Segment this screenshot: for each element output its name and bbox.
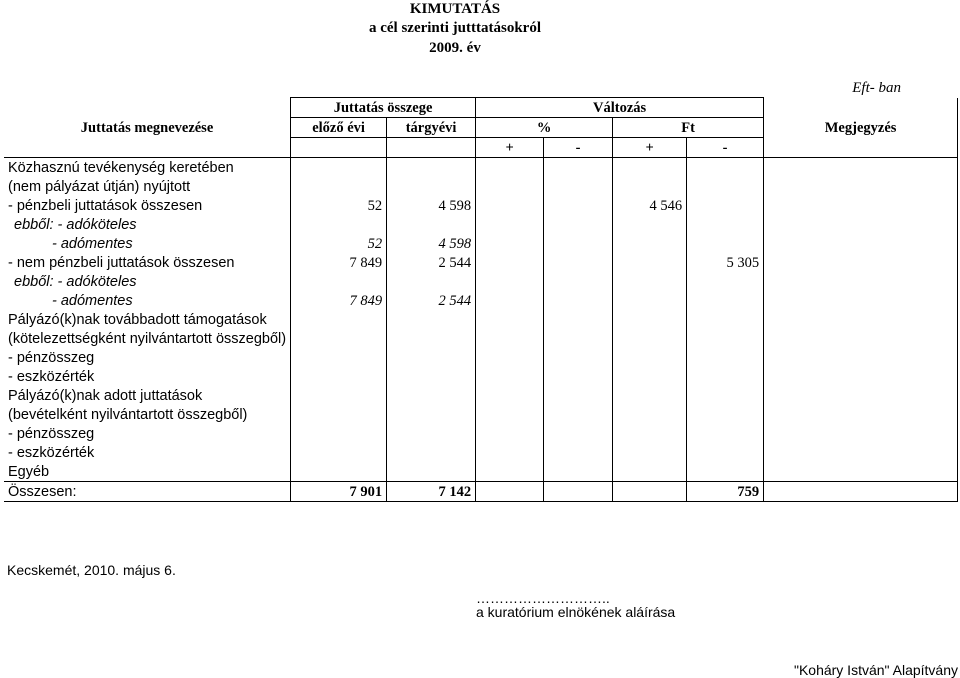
table-row (4, 462, 958, 482)
table-row (4, 367, 958, 386)
row-note (764, 272, 958, 291)
row-ft-plus (613, 234, 687, 253)
table-row (4, 443, 958, 462)
row-pct-plus (476, 462, 544, 482)
row-prev-year (291, 177, 387, 196)
row-pct-plus (476, 443, 544, 462)
row-label: - adómentes (4, 234, 291, 253)
header-benefit-name: Juttatás megnevezése (4, 118, 291, 138)
row-pct-minus (544, 253, 613, 272)
row-note (764, 367, 958, 386)
header-ft-minus: - (687, 138, 764, 158)
row-prev-year (291, 329, 387, 348)
row-label: - pénzösszeg (4, 348, 291, 367)
row-pct-minus (544, 234, 613, 253)
header-ft-plus: + (613, 138, 687, 158)
row-label: - adómentes (4, 291, 291, 310)
table-row (4, 405, 958, 424)
row-ft-plus (613, 310, 687, 329)
header-prev-bottom (291, 138, 387, 158)
row-current-year: 7 142 (387, 482, 476, 502)
row-ft-plus: 4 546 (613, 196, 687, 215)
row-prev-year (291, 272, 387, 291)
row-current-year (387, 158, 476, 178)
row-note (764, 443, 958, 462)
row-ft-minus (687, 424, 764, 443)
row-pct-minus (544, 482, 613, 502)
row-current-year (387, 386, 476, 405)
table-header (4, 98, 958, 158)
row-prev-year (291, 215, 387, 234)
row-ft-minus (687, 405, 764, 424)
row-pct-plus (476, 482, 544, 502)
table-row (4, 253, 958, 272)
row-ft-minus (687, 329, 764, 348)
row-ft-plus (613, 215, 687, 234)
row-prev-year (291, 462, 387, 482)
row-ft-plus (613, 443, 687, 462)
row-note (764, 291, 958, 310)
row-note (764, 348, 958, 367)
row-pct-minus (544, 272, 613, 291)
row-pct-minus (544, 329, 613, 348)
header-prev-year: előző évi (291, 118, 387, 138)
place-date: Kecskemét, 2010. május 6. (7, 562, 176, 578)
row-pct-minus (544, 386, 613, 405)
header-curr-bottom (387, 138, 476, 158)
row-note (764, 158, 958, 178)
row-ft-plus (613, 348, 687, 367)
row-note (764, 234, 958, 253)
table-row (4, 196, 958, 215)
row-pct-minus (544, 348, 613, 367)
row-pct-plus (476, 291, 544, 310)
row-current-year: 4 598 (387, 196, 476, 215)
row-label: (bevételként nyilvántartott összegből) (4, 405, 291, 424)
signature-line: ……………………….. (476, 590, 610, 606)
row-prev-year (291, 424, 387, 443)
row-label: ebből: - adóköteles (4, 272, 291, 291)
table-row (4, 272, 958, 291)
row-prev-year (291, 310, 387, 329)
row-ft-minus: 5 305 (687, 253, 764, 272)
row-ft-minus (687, 272, 764, 291)
signature-label: a kuratórium elnökének aláírása (476, 604, 676, 620)
row-ft-minus (687, 158, 764, 178)
row-ft-minus (687, 196, 764, 215)
row-prev-year (291, 443, 387, 462)
row-note (764, 177, 958, 196)
row-prev-year: 52 (291, 234, 387, 253)
row-ft-plus (613, 158, 687, 178)
row-note (764, 482, 958, 502)
row-ft-minus (687, 177, 764, 196)
row-note (764, 405, 958, 424)
row-prev-year: 7 849 (291, 291, 387, 310)
row-current-year: 2 544 (387, 291, 476, 310)
row-ft-minus (687, 291, 764, 310)
row-note (764, 329, 958, 348)
row-ft-minus (687, 310, 764, 329)
row-pct-plus (476, 386, 544, 405)
row-pct-plus (476, 215, 544, 234)
row-current-year (387, 177, 476, 196)
row-prev-year (291, 405, 387, 424)
row-current-year: 4 598 (387, 234, 476, 253)
row-note (764, 424, 958, 443)
row-pct-minus (544, 310, 613, 329)
row-current-year (387, 405, 476, 424)
row-pct-plus (476, 348, 544, 367)
row-ft-plus (613, 367, 687, 386)
table-row (4, 291, 958, 310)
table-row (4, 424, 958, 443)
row-current-year (387, 348, 476, 367)
row-pct-minus (544, 405, 613, 424)
row-ft-minus: 759 (687, 482, 764, 502)
organization-name: "Koháry István" Alapítvány (793, 662, 958, 678)
row-label: ebből: - adóköteles (4, 215, 291, 234)
row-ft-plus (613, 386, 687, 405)
row-current-year (387, 443, 476, 462)
row-pct-minus (544, 424, 613, 443)
header-name-bottom (4, 138, 291, 158)
row-ft-minus (687, 215, 764, 234)
row-current-year (387, 310, 476, 329)
table-row (4, 348, 958, 367)
header-note-bottom (764, 138, 958, 158)
row-pct-plus (476, 367, 544, 386)
row-ft-plus (613, 177, 687, 196)
row-ft-plus (613, 329, 687, 348)
row-current-year (387, 272, 476, 291)
table-body (4, 158, 958, 502)
header-percent: % (476, 118, 613, 138)
row-prev-year (291, 158, 387, 178)
row-label: (kötelezettségként nyilvántartott összegből) (4, 329, 291, 348)
row-prev-year: 52 (291, 196, 387, 215)
row-note (764, 253, 958, 272)
row-label: Pályázó(k)nak adott juttatások (4, 386, 291, 405)
row-pct-minus (544, 177, 613, 196)
row-pct-minus (544, 158, 613, 178)
row-pct-plus (476, 329, 544, 348)
row-ft-minus (687, 367, 764, 386)
table-row (4, 386, 958, 405)
row-pct-minus (544, 462, 613, 482)
document-year: 2009. év (429, 40, 481, 56)
row-ft-plus (613, 462, 687, 482)
row-pct-plus (476, 234, 544, 253)
table-row (4, 177, 958, 196)
row-label: - eszközérték (4, 367, 291, 386)
header-ft: Ft (613, 118, 764, 138)
row-current-year (387, 215, 476, 234)
row-ft-minus (687, 348, 764, 367)
row-prev-year (291, 348, 387, 367)
row-label: Összesen: (4, 482, 291, 502)
row-label: - pénzbeli juttatások összesen (4, 196, 291, 215)
row-ft-plus (613, 291, 687, 310)
table-row (4, 329, 958, 348)
header-pct-plus: + (476, 138, 544, 158)
benefits-table (4, 97, 958, 502)
row-pct-plus (476, 405, 544, 424)
row-current-year (387, 424, 476, 443)
row-pct-plus (476, 424, 544, 443)
row-note (764, 462, 958, 482)
row-note (764, 386, 958, 405)
row-pct-plus (476, 196, 544, 215)
row-ft-plus (613, 405, 687, 424)
table-row (4, 482, 958, 502)
document-title: KIMUTATÁS (409, 1, 501, 17)
row-ft-plus (613, 482, 687, 502)
row-label: - pénzösszeg (4, 424, 291, 443)
row-pct-plus (476, 272, 544, 291)
header-name-top (4, 98, 291, 118)
row-pct-minus (544, 291, 613, 310)
document-subtitle: a cél szerinti jutttatásokról (368, 20, 542, 36)
row-pct-minus (544, 367, 613, 386)
row-pct-plus (476, 177, 544, 196)
table-row (4, 234, 958, 253)
row-ft-minus (687, 386, 764, 405)
row-current-year (387, 329, 476, 348)
row-prev-year (291, 367, 387, 386)
header-pct-minus: - (544, 138, 613, 158)
row-note (764, 215, 958, 234)
row-ft-plus (613, 424, 687, 443)
table-row (4, 215, 958, 234)
row-current-year (387, 367, 476, 386)
row-note (764, 196, 958, 215)
row-label: Egyéb (4, 462, 291, 482)
row-ft-minus (687, 234, 764, 253)
row-ft-minus (687, 462, 764, 482)
row-pct-minus (544, 443, 613, 462)
row-pct-plus (476, 253, 544, 272)
row-label: Pályázó(k)nak továbbadott támogatások (4, 310, 291, 329)
row-ft-minus (687, 443, 764, 462)
row-ft-plus (613, 253, 687, 272)
row-pct-plus (476, 310, 544, 329)
header-note-top (764, 98, 958, 118)
row-pct-plus (476, 158, 544, 178)
unit-label: Eft- ban (852, 80, 901, 96)
row-prev-year (291, 386, 387, 405)
row-prev-year: 7 849 (291, 253, 387, 272)
header-amount: Juttatás összege (291, 98, 476, 118)
row-note (764, 310, 958, 329)
row-pct-minus (544, 196, 613, 215)
header-current-year: tárgyévi (387, 118, 476, 138)
header-note: Megjegyzés (764, 118, 958, 138)
row-label: (nem pályázat útján) nyújtott (4, 177, 291, 196)
header-change: Változás (476, 98, 764, 118)
row-current-year: 2 544 (387, 253, 476, 272)
row-pct-minus (544, 215, 613, 234)
row-prev-year: 7 901 (291, 482, 387, 502)
row-ft-plus (613, 272, 687, 291)
row-current-year (387, 462, 476, 482)
row-label: - eszközérték (4, 443, 291, 462)
row-label: - nem pénzbeli juttatások összesen (4, 253, 291, 272)
table-row (4, 158, 958, 178)
row-label: Közhasznú tevékenység keretében (4, 158, 291, 178)
table-row (4, 310, 958, 329)
